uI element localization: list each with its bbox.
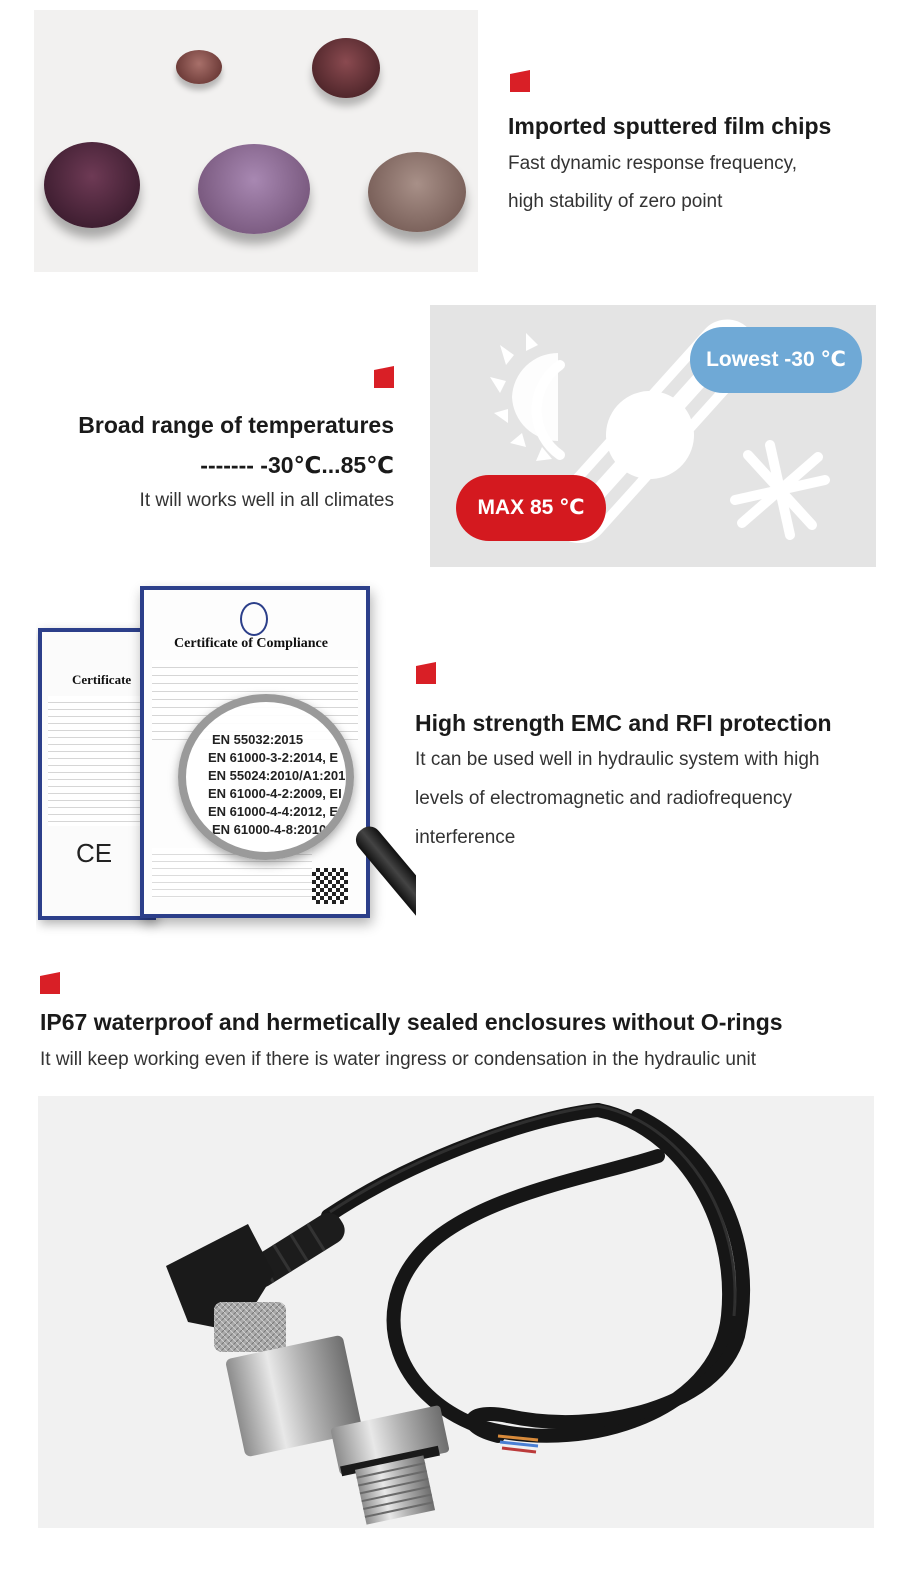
emc-line-1: It can be used well in hydraulic system with high xyxy=(415,749,820,770)
pressure-sensor-cable-image xyxy=(38,1096,874,1528)
certificate-seal-icon xyxy=(240,602,268,636)
section-marker xyxy=(416,662,436,684)
standard-3: EN 55024:2010/A1:201 xyxy=(208,768,346,783)
certificate-photo xyxy=(36,580,416,960)
certificate-back-heading: Certificate xyxy=(72,672,132,687)
standard-5: EN 61000-4-4:2012, E xyxy=(208,804,339,819)
temperature-illustration xyxy=(430,305,876,567)
emc-line-2: levels of electromagnetic and radiofrequency xyxy=(415,788,793,809)
temperature-title: Broad range of temperatures xyxy=(78,412,394,438)
standard-2: EN 61000-3-2:2014, E xyxy=(208,750,339,765)
chip-large-left xyxy=(44,142,140,228)
waterproof-title: IP67 waterproof and hermetically sealed enclosures without O-rings xyxy=(40,1009,783,1035)
section-marker xyxy=(510,70,530,92)
chips-title: Imported sputtered film chips xyxy=(508,113,832,139)
emc-line-3: interference xyxy=(415,827,516,848)
temperature-line-1: It will works well in all climates xyxy=(139,490,394,511)
lowest-temp-badge: Lowest -30 ℃ xyxy=(706,348,846,371)
standard-6: EN 61000-4-8:2010 xyxy=(212,822,327,837)
chip-large-right xyxy=(368,152,466,232)
chips-photo xyxy=(34,10,478,272)
chips-line-1: Fast dynamic response frequency, xyxy=(508,153,798,174)
standard-4: EN 61000-4-2:2009, EI xyxy=(208,786,342,801)
max-temp-badge: MAX 85 ℃ xyxy=(477,496,585,519)
standard-1: EN 55032:2015 xyxy=(212,732,304,747)
emc-title: High strength EMC and RFI protection xyxy=(415,710,832,736)
qr-code-icon xyxy=(312,868,348,904)
ce-mark-back: CE xyxy=(76,838,113,868)
magnifier-lens xyxy=(178,694,354,860)
certificate-back xyxy=(38,628,156,920)
certificate-heading: Certificate of Compliance xyxy=(174,636,328,651)
chip-medium xyxy=(312,38,380,98)
waterproof-line-1: It will keep working even if there is water ingress or condensation in the hydraulic unit xyxy=(40,1049,757,1070)
temperature-range: ------- -30℃...85℃ xyxy=(200,452,394,478)
chip-small xyxy=(176,50,222,84)
chip-large-center xyxy=(198,144,310,234)
section-marker xyxy=(40,972,60,994)
section-marker xyxy=(374,366,394,388)
chips-line-2: high stability of zero point xyxy=(508,191,723,212)
sensor-photo xyxy=(38,1096,874,1528)
